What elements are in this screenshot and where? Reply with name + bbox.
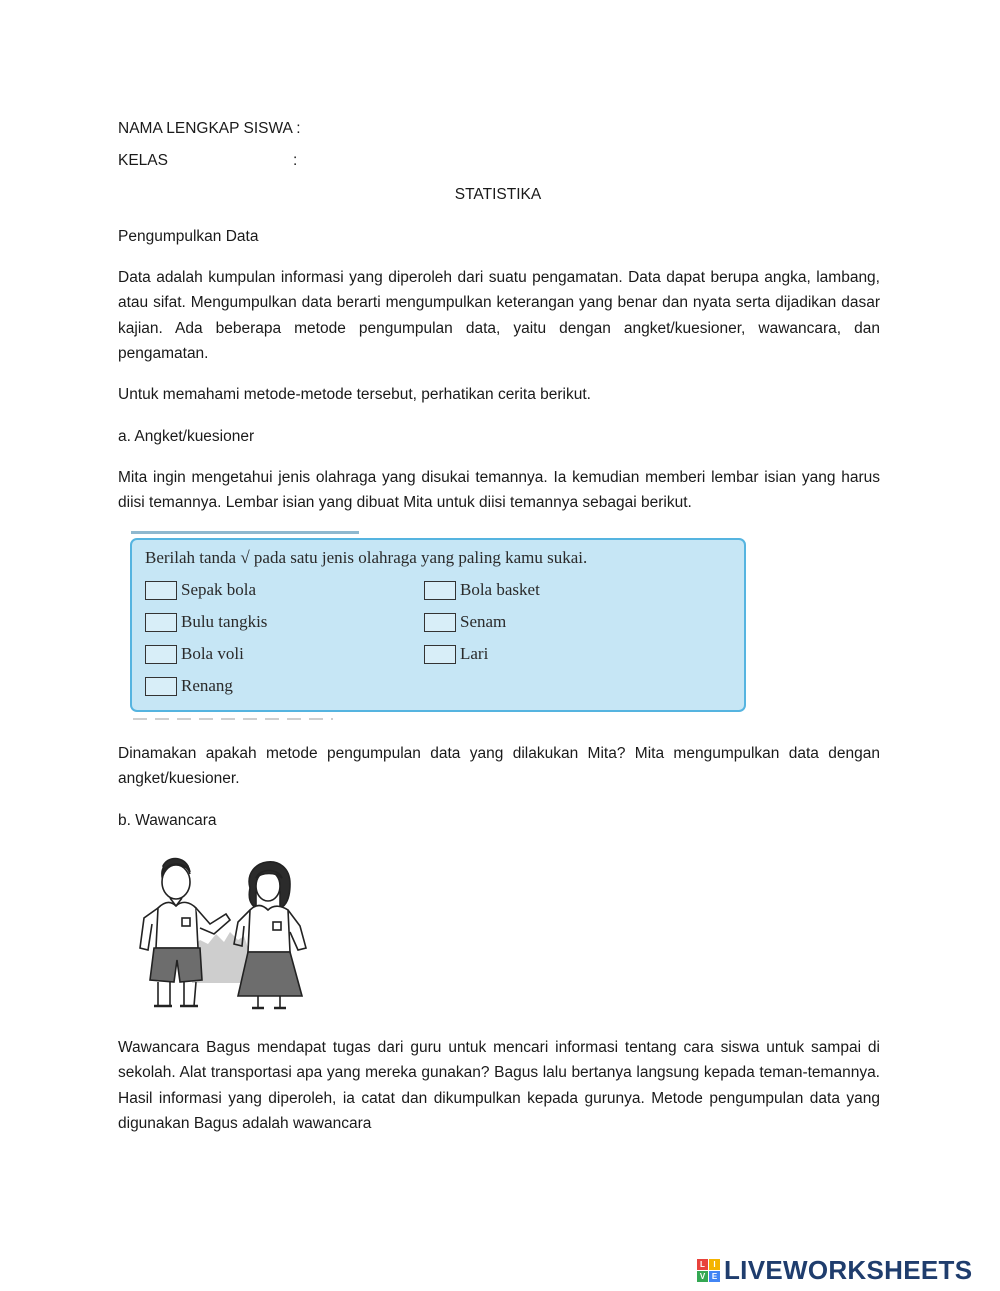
questionnaire-top-rule [131, 531, 359, 534]
checkbox[interactable] [145, 581, 177, 600]
liveworksheets-logo[interactable] [697, 1255, 972, 1285]
option-label: Bulu tangkis [181, 612, 268, 631]
logo-text: LIVEWORKSHEETS [724, 1254, 973, 1285]
option-sepak-bola [145, 579, 256, 601]
questionnaire-title: Berilah tanda √ pada satu jenis olahraga yang paling kamu sukai. [145, 548, 588, 567]
angket-text: Mita ingin mengetahui jenis olahraga yang disukai temannya. Ia kemudian memberi lembar isian yang harus diisi temannya. Lembar isian yang dibuat Mita untuk diisi temannya sebagai berikut. [118, 469, 880, 512]
logo-tile: V [697, 1271, 708, 1282]
student-name-label: NAMA LENGKAP SISWA : [118, 120, 301, 137]
logo-tiles-icon [697, 1259, 720, 1282]
logo-tile: I [709, 1259, 720, 1270]
option-label: Renang [181, 676, 233, 695]
option-senam [424, 611, 506, 633]
page-title: STATISTIKA [454, 186, 542, 203]
option-bulu-tangkis [145, 611, 267, 633]
students-illustration [130, 848, 315, 1013]
option-label: Lari [460, 644, 489, 663]
wawancara-heading: b. Wawancara [118, 812, 217, 829]
option-lari [424, 643, 488, 665]
checkbox[interactable] [145, 613, 177, 632]
checkbox[interactable] [145, 645, 177, 664]
class-label: KELAS [118, 152, 168, 169]
checkbox[interactable] [145, 677, 177, 696]
class-colon: : [293, 152, 298, 169]
angket-answer-text: Dinamakan apakah metode pengumpulan data yang dilakukan Mita? Mita mengumpulkan data dengan angket/kuesioner. [118, 745, 880, 788]
checkbox[interactable] [424, 613, 456, 632]
angket-paragraph [118, 465, 880, 516]
option-label: Senam [460, 612, 507, 631]
logo-tile: E [709, 1271, 720, 1282]
angket-heading: a. Angket/kuesioner [118, 428, 255, 445]
faint-caption-line [133, 718, 333, 720]
section-title: Pengumpulkan Data [118, 228, 259, 245]
option-renang [145, 675, 233, 697]
instruction-text: Untuk memahami metode-metode tersebut, perhatikan cerita berikut. [118, 386, 591, 403]
intro-text: Data adalah kumpulan informasi yang diperoleh dari suatu pengamatan. Data dapat berupa angka, lambang, atau sifat. Mengumpulkan data berarti mengumpulkan keterangan yang benar dan nyata serta dijadikan dasar kajian. Ada beberapa metode pengumpulan data, yaitu dengan angket/kuesioner, wawancara, dan pengamatan. [118, 269, 880, 363]
wawancara-paragraph [118, 1035, 880, 1137]
logo-tile: L [697, 1259, 708, 1270]
checkbox[interactable] [424, 645, 456, 664]
wawancara-text: Wawancara Bagus mendapat tugas dari guru untuk mencari informasi tentang cara siswa untuk sampai di sekolah. Alat transportasi apa yang mereka gunakan? Bagus lalu bertanya langsung kepada teman-temannya. Hasil informasi yang diperoleh, ia catat dan dikumpulkan kepada gurunya. Metode pengumpulan data yang digunakan Bagus adalah wawancara [118, 1039, 880, 1133]
checkbox[interactable] [424, 581, 456, 600]
option-label: Bola voli [181, 644, 244, 663]
questionnaire-box [130, 538, 746, 712]
angket-answer [118, 741, 880, 792]
option-label: Sepak bola [181, 580, 257, 599]
option-bola-basket [424, 579, 540, 601]
option-bola-voli [145, 643, 244, 665]
option-label: Bola basket [460, 580, 540, 599]
intro-paragraph [118, 265, 880, 367]
